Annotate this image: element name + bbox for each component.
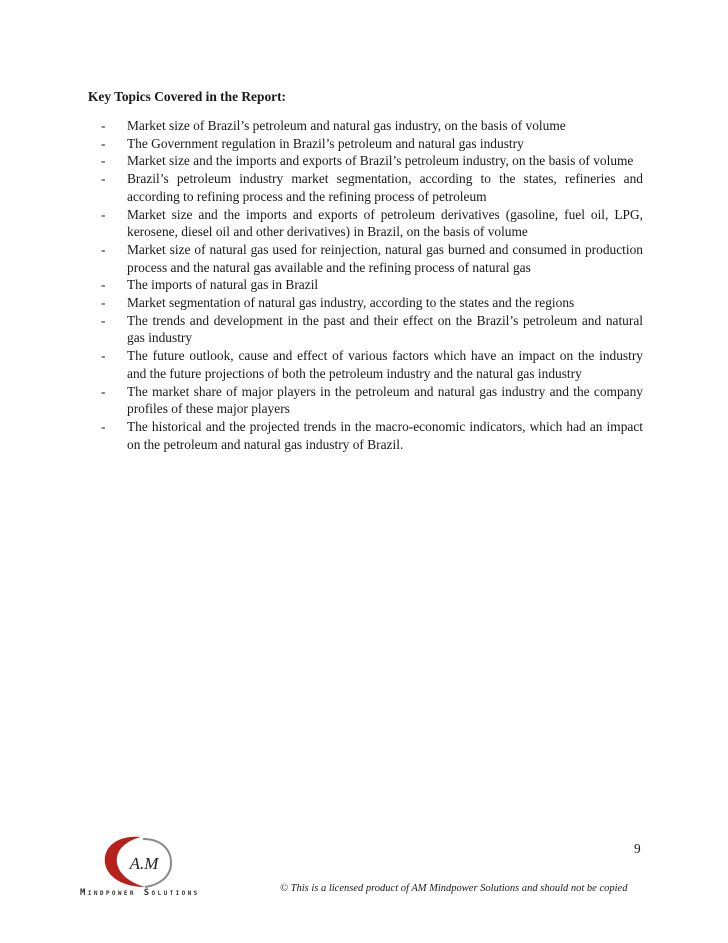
- logo-monogram: A.M: [129, 854, 159, 873]
- list-item: [101, 241, 643, 276]
- topic-text: Market size of Brazil’s petroleum and natural gas industry, on the basis of volume: [127, 118, 566, 133]
- list-item: [101, 170, 643, 205]
- key-topics-list: [101, 117, 643, 453]
- list-item: [101, 135, 643, 153]
- topic-text: Brazil’s petroleum industry market segmentation, according to the states, refineries and according to refining process and the refining process of petroleum: [127, 171, 643, 204]
- topic-text: The Government regulation in Brazil’s petroleum and natural gas industry: [127, 135, 524, 151]
- list-item: [101, 418, 643, 453]
- bullet-dash: -: [101, 206, 106, 222]
- bullet-dash: -: [101, 171, 106, 187]
- bullet-dash: -: [101, 348, 106, 364]
- list-item: [101, 347, 643, 382]
- topic-text: Market segmentation of natural gas industry, according to the states and the regions: [127, 295, 575, 311]
- list-item: [101, 294, 643, 312]
- topic-text: The imports of natural gas in Brazil: [127, 277, 319, 293]
- topic-text: The market share of major players in the petroleum and natural gas industry and the company profiles of these major players: [127, 383, 643, 417]
- topic-text: Market size of natural gas used for reinjection, natural gas burned and consumed in production process and the natural gas available and the refining process of natural gas: [127, 241, 643, 275]
- bullet-dash: -: [101, 312, 106, 328]
- bullet-dash: -: [101, 383, 106, 399]
- list-item: [101, 276, 643, 294]
- topic-text: Market size and the imports and exports of petroleum derivatives (gasoline, fuel oil, LPG, kerosene, diesel oil and other derivatives) in Brazil, on the basis of volume: [127, 206, 643, 240]
- topic-text: The trends and development in the past and their effect on the Brazil’s petroleum and natural gas industry: [127, 312, 643, 346]
- list-item: [101, 312, 643, 347]
- bullet-dash: -: [101, 295, 106, 311]
- logo-wordmark: Mindpower Solutions: [80, 888, 200, 898]
- topic-text: The historical and the projected trends in the macro-economic indicators, which had an impact on the petroleum and natural gas industry of Brazil.: [127, 418, 643, 452]
- page-number: 9: [634, 841, 641, 856]
- list-item: [101, 117, 643, 135]
- bullet-dash: -: [101, 118, 106, 133]
- list-item: [101, 152, 643, 170]
- list-item: [101, 383, 643, 418]
- bullet-dash: -: [101, 135, 106, 151]
- topic-text: Market size and the imports and exports of Brazil’s petroleum industry, on the basis of volume: [127, 153, 634, 169]
- bullet-dash: -: [101, 241, 106, 257]
- list-item: [101, 206, 643, 241]
- section-heading: Key Topics Covered in the Report:: [88, 89, 287, 104]
- bullet-dash: -: [101, 277, 106, 293]
- topic-text: The future outlook, cause and effect of various factors which have an impact on the industry and the future projections of both the petroleum industry and the natural gas industry: [127, 348, 643, 381]
- bullet-dash: -: [101, 418, 106, 434]
- bullet-dash: -: [101, 153, 106, 169]
- copyright-footer: © This is a licensed product of AM Mindpower Solutions and should not be copied: [280, 883, 628, 894]
